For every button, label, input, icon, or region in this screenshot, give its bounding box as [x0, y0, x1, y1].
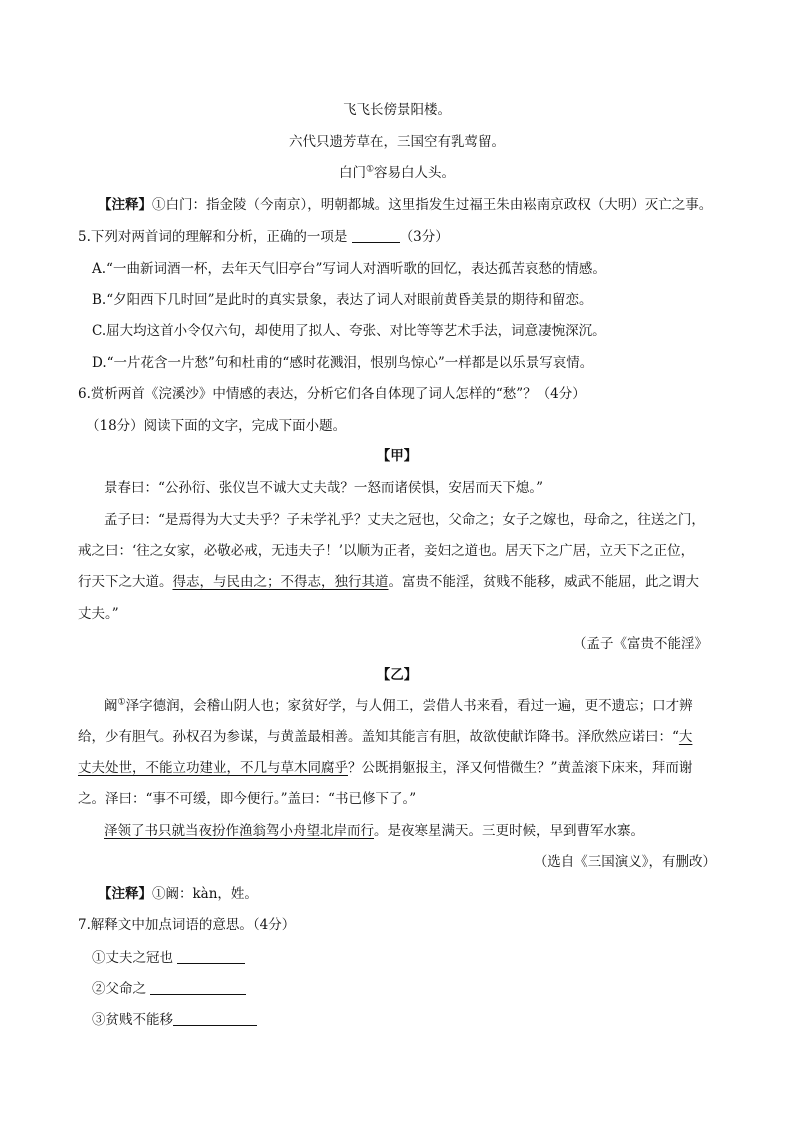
question-6: 6.赏析两首《浣溪沙》中情感的表达，分析它们各自体现了词人怎样的“愁”？（4分） — [78, 386, 586, 402]
yi-line-1-text: 泽字德润，会稽山阴人也；家贫好学，与人佣工，尝借人书来看，看过一遍，更不遗忘；口才辨 — [125, 698, 693, 714]
answer-blank-q5[interactable] — [352, 228, 400, 243]
question-5-score: （3分） — [399, 229, 449, 245]
note-2-text: ①阚：kàn，姓。 — [152, 886, 258, 902]
question-7-item-1 — [92, 948, 245, 968]
section-yi-heading: 【乙】 — [376, 667, 418, 683]
question-7-item-3 — [92, 1010, 257, 1030]
note-2-label: 【注释】 — [98, 886, 152, 902]
question-7-item-3-text: ③贫贱不能移 — [92, 1012, 173, 1028]
yi-paragraph-1-line-2 — [78, 727, 692, 747]
yi-paragraph-1-line-1 — [104, 696, 693, 716]
yi-line-1-first-char: 阚 — [104, 698, 118, 714]
yi-underlined-sentence-2: 泽领了书只就当夜扮作渔翁驾小舟望北岸而行 — [104, 823, 374, 839]
jia-underlined-1: 得志，与民由之； — [172, 574, 281, 590]
answer-blank-7-1[interactable] — [177, 949, 245, 964]
question-7-item-1-text: ①丈夫之冠也 — [92, 950, 173, 966]
poem-line-1: 飞飞长傍景阳楼。 — [343, 102, 451, 118]
question-5-option-d: D.“一片花含一片愁”句和杜甫的“感时花溅泪，恨别鸟惊心”一样都是以乐景写哀情。 — [92, 355, 594, 371]
note-1 — [98, 195, 712, 215]
yi-paragraph-2 — [104, 821, 644, 841]
jia-line-3-tail: 。富贵不能淫，贫贱不能移，威武不能屈，此之谓大 — [388, 574, 699, 590]
question-5-option-a: A.“一曲新词酒一杯，去年天气旧亭台”写词人对酒听歌的回忆，表达孤苦哀愁的情感。 — [92, 261, 606, 277]
question-5-text: 5.下列对两首词的理解和分析，正确的一项是 — [78, 229, 348, 245]
footnote-mark: ① — [365, 164, 375, 175]
question-7-stem: 7.解释文中加点词语的意思。（4分） — [78, 917, 296, 933]
yi-paragraph-1-line-4: 之。泽曰：“事不可缓，即今便行。”盖曰：“书已修下了。” — [78, 791, 417, 807]
jia-underlined-2: 不得志，独行其道 — [280, 574, 389, 590]
question-5-stem — [78, 227, 449, 247]
jia-paragraph-1: 景春曰：“公孙衍、张仪岂不诚大丈夫哉？一怒而诸侯惧，安居而天下熄。” — [104, 480, 544, 496]
question-5-option-b: B.“夕阳西下几时回”是此时的真实景象，表达了词人对眼前黄昏美景的期待和留恋。 — [92, 292, 593, 308]
poem-line-2: 六代只遗芳草在，三国空有乳莺留。 — [289, 134, 505, 150]
jia-paragraph-2-line-1: 孟子曰：“是焉得为大丈夫乎？子未学礼乎？丈夫之冠也，父命之；女子之嫁也，母命之，往送之门， — [104, 512, 705, 528]
jia-paragraph-2-line-2: 戒之曰：‘往之女家，必敬必戒，无违夫子！’以顺为正者，妾妇之道也。居天下之广居，立天下之正位， — [78, 543, 695, 559]
yi-source: （选自《三国演义》，有删改） — [533, 854, 716, 870]
footnote-mark: ① — [117, 697, 126, 708]
yi-underlined-start: 大 — [678, 729, 693, 745]
reading-intro: （18分）阅读下面的文字，完成下面小题。 — [86, 418, 347, 434]
question-5-option-c: C.屈大均这首小令仅六句，却使用了拟人、夸张、对比等等艺术手法，词意凄惋深沉。 — [92, 323, 606, 339]
jia-paragraph-2-line-4: 丈夫。” — [78, 606, 119, 622]
yi-line-2-text: 给，少有胆气。孙权召为参谋，与黄盖最相善。盖知其能言有胆，故欲使献诈降书。泽欣然应诺曰：“ — [78, 729, 679, 745]
jia-source: （孟子《富贵不能淫》 — [573, 636, 708, 652]
yi-line-3-tail: ？公既捐躯报主，泽又何惜微生？”黄盖滚下床来，拜而谢 — [348, 760, 693, 776]
note-1-text: ①白门：指金陵（今南京），明朝都城。这里指发生过福王朱由崧南京政权（大明）灭亡之事。 — [152, 197, 713, 213]
question-7-item-2-text: ②父命之 — [92, 981, 146, 997]
poem-line-3-part-2: 容易白人头。 — [374, 165, 456, 181]
answer-blank-7-3[interactable] — [173, 1011, 257, 1026]
jia-line-3-text: 行天下之大道。 — [78, 574, 173, 590]
jia-paragraph-2-line-3 — [78, 572, 699, 592]
poem-line-3 — [0, 163, 794, 183]
note-2 — [98, 884, 258, 904]
answer-blank-7-2[interactable] — [150, 980, 246, 995]
yi-paragraph-2-tail: 。是夜寒星满天。三更时候，早到曹军水寨。 — [374, 823, 644, 839]
note-1-label: 【注释】 — [98, 197, 152, 213]
yi-underlined-sentence: 丈夫处世，不能立功建业，不几与草木同腐乎 — [78, 760, 348, 776]
section-jia-heading: 【甲】 — [376, 448, 418, 464]
poem-line-3-part-1: 白门 — [338, 165, 366, 181]
question-7-item-2 — [92, 979, 246, 999]
yi-paragraph-1-line-3 — [78, 758, 692, 778]
